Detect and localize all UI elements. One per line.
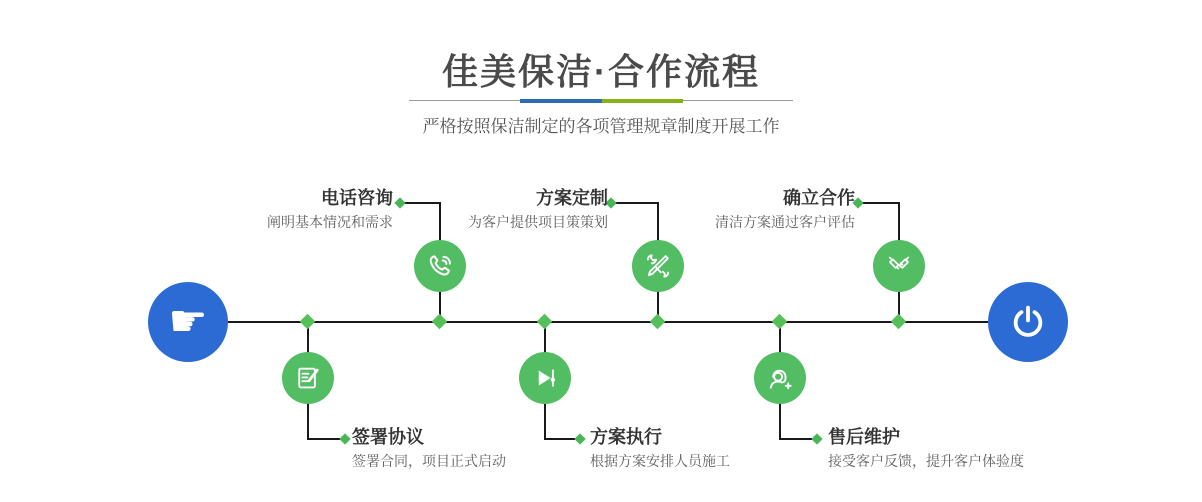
step-desc: 签署合同，项目正式启动: [352, 453, 506, 469]
step-node-plan-execute: [519, 352, 571, 404]
step-title: 签署协议: [352, 427, 424, 447]
start-node: [148, 282, 228, 362]
step-desc: 为客户提供项目策策划: [468, 214, 608, 230]
timeline-node-diamond: [891, 314, 907, 330]
connector-line: [545, 438, 575, 440]
connector-line: [308, 438, 340, 440]
step-desc: 接受客户反馈，提升客户体验度: [828, 453, 1024, 469]
label-bullet-diamond: [394, 197, 405, 208]
label-bullet-diamond: [574, 433, 585, 444]
support-icon: [765, 363, 795, 393]
connector-line: [861, 202, 899, 204]
step-node-sign-agreement: [282, 352, 334, 404]
end-node: [988, 282, 1068, 362]
timeline-node-diamond: [300, 314, 316, 330]
handshake-icon: [884, 251, 914, 281]
connector-line: [614, 202, 658, 204]
title-divider: [409, 99, 793, 103]
step-label-after-sales: [828, 427, 1024, 471]
divider-green-segment: [602, 99, 683, 103]
step-node-phone-consult: [414, 240, 466, 292]
step-desc: 阐明基本情况和需求: [267, 214, 393, 230]
power-icon: [1008, 302, 1048, 342]
page-title: 佳美保洁·合作流程: [442, 51, 760, 92]
design-tools-icon: [643, 251, 673, 281]
step-title: 方案定制: [536, 188, 608, 208]
step-title: 确立合作: [783, 188, 855, 208]
label-bullet-diamond: [339, 433, 350, 444]
timeline: [228, 321, 988, 323]
step-title: 方案执行: [590, 427, 662, 447]
step-label-establish-coop: [715, 188, 855, 232]
step-label-plan-custom: [468, 188, 608, 232]
step-label-sign-agreement: [352, 427, 506, 471]
timeline-node-diamond: [650, 314, 666, 330]
page-subtitle: 严格按照保洁制定的各项管理规章制度开展工作: [422, 117, 780, 136]
label-bullet-diamond: [811, 433, 822, 444]
contract-icon: [293, 363, 323, 393]
step-label-phone-consult: [267, 188, 393, 232]
phone-icon: [425, 251, 455, 281]
step-title: 电话咨询: [321, 188, 393, 208]
step-node-after-sales: [754, 352, 806, 404]
connector-line: [780, 438, 812, 440]
step-node-plan-custom: [632, 240, 684, 292]
pointing-hand-icon: ☛: [168, 296, 208, 347]
step-title: 售后维护: [828, 427, 900, 447]
timeline-node-diamond: [537, 314, 553, 330]
step-desc: 根据方案安排人员施工: [590, 453, 730, 469]
divider-blue-segment: [520, 99, 602, 103]
step-label-plan-execute: [590, 427, 730, 471]
timeline-node-diamond: [772, 314, 788, 330]
step-node-establish-coop: [873, 240, 925, 292]
timeline-node-diamond: [432, 314, 448, 330]
play-icon: [530, 363, 560, 393]
step-desc: 清洁方案通过客户评估: [715, 214, 855, 230]
connector-line: [403, 202, 440, 204]
